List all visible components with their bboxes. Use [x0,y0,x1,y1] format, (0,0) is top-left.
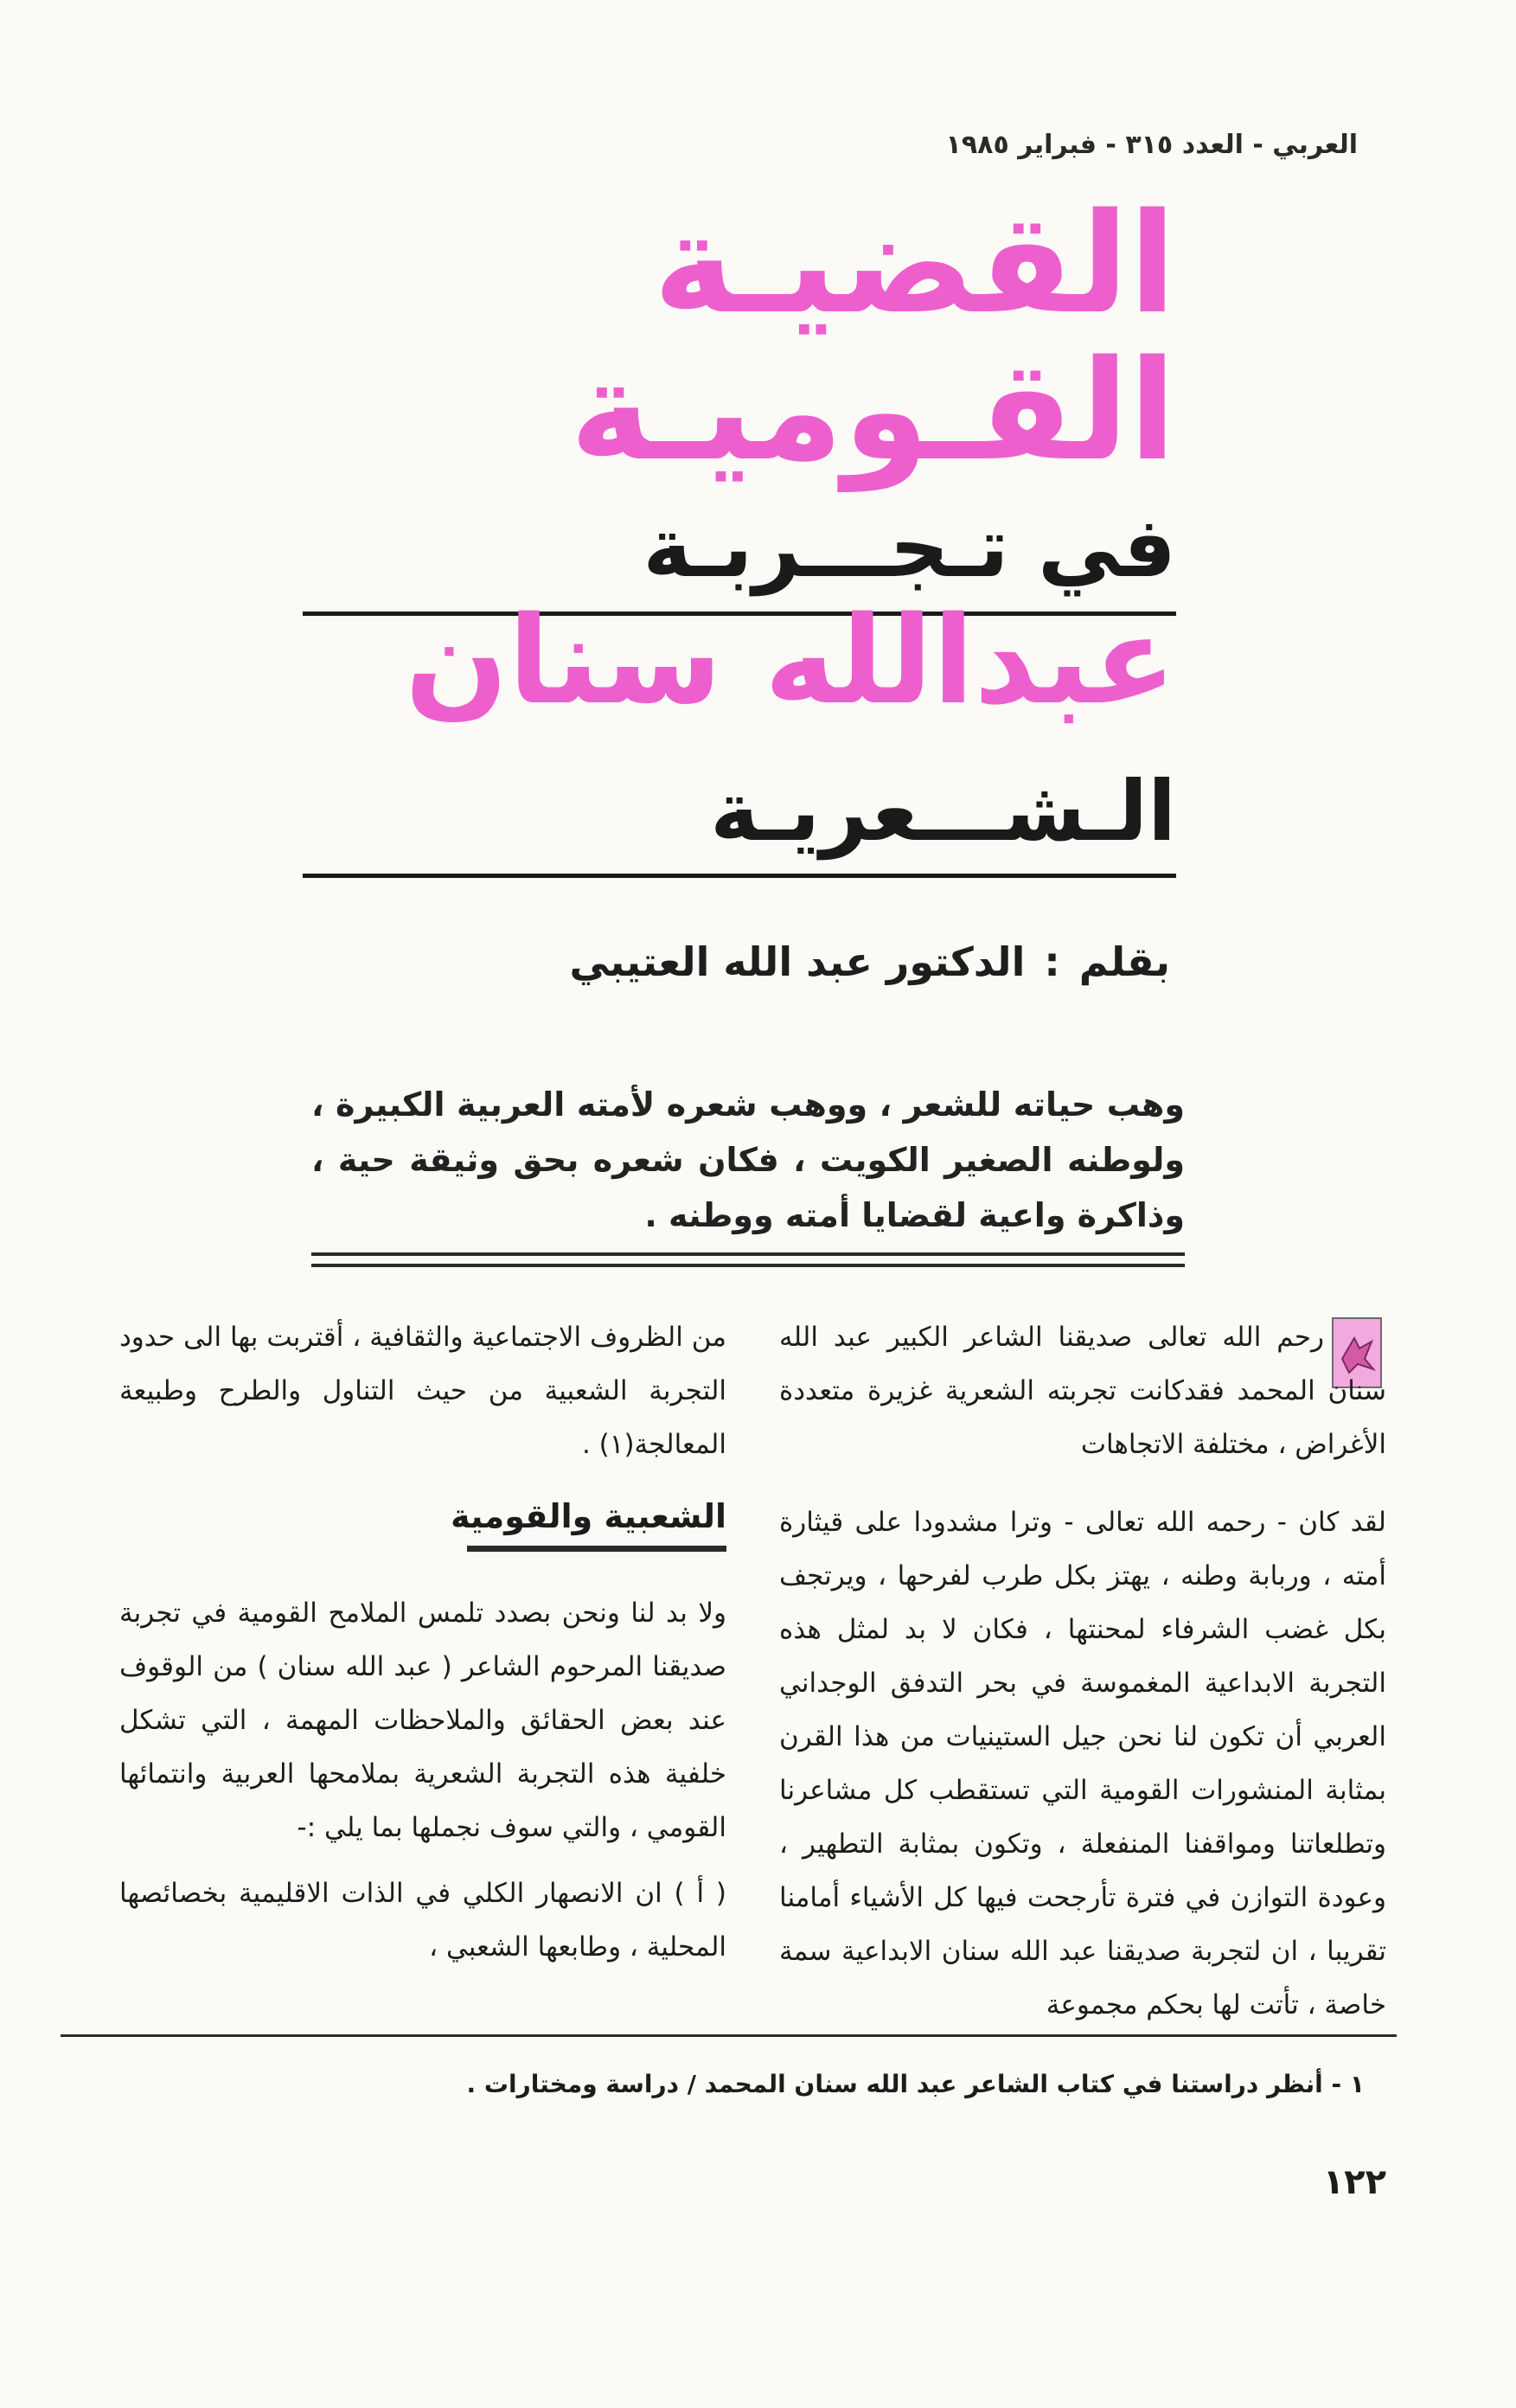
footnote: ١ - أنظر دراستنا في كتاب الشاعر عبد الله سنان المحمد / دراسة ومختارات . [466,2070,1365,2098]
footnote-divider [61,2034,1397,2037]
issue-header: العربي - العدد ٣١٥ - فبراير ١٩٨٥ [945,130,1358,160]
title-line-5-underline [303,874,1176,878]
title-line-1: القضيـة [653,183,1176,344]
paragraph-continuation: من الظروف الاجتماعية والثقافية ، أقتربت بها الى حدود التجربة الشعبية من حيث التناول والطرح وطبيعة المعالجة(١) . [119,1322,726,1460]
intro-paragraph: وهب حياته للشعر ، ووهب شعره لأمته العربية الكبيرة ، ولوطنه الصغير الكويت ، فكان شعره بحق وثيقة حية ، وذاكرة واعية لقضايا أمته ووطنه . [311,1086,1185,1234]
intro-divider-top [311,1252,1185,1256]
section-heading: الشعبية والقومية [451,1497,726,1535]
title-line-5: الـشـــعريـة [710,763,1176,860]
paragraph-opening: رحم الله تعالى صديقنا الشاعر الكبير عبد الله سنان المحمد فقدكانت تجربته الشعرية غزيرة متعددة الأغراض ، مختلفة الاتجاهات [779,1322,1386,1460]
paragraph-body: لقد كان - رحمه الله تعالى - وترا مشدودا على قيثارة أمته ، وربابة وطنه ، يهتز بكل طرب لفرحها ، ويرتجف بكل غضب الشرفاء لمحنتها ، فكان لا بد لمثل هذه التجربة الابداعية المغموسة في بحر التدفق الوجداني العربي أن تكون لنا نحن جيل الستينيات من هذا القرن بمثابة المنشورات القومية التي تستقطب كل مشاعرنا وتطلعاتنا ومواقفنا المنفعلة ، وتكون بمثابة التطهير ، وعودة التوازن في فترة تأرجحت فيها كل الأشياء أمامنا تقريبا ، ان لتجربة صديقنا عبد الله سنان الابداعية سمة خاصة ، تأتت لها بحكم مجموعة [779,1507,1386,2021]
paragraph-body: ولا بد لنا ونحن بصدد تلمس الملامح القومية في تجربة صديقنا المرحوم الشاعر ( عبد الله سنان ) من الوقوف عند بعض الحقائق والملاحظات المهمة ، التي تشكل خلفية هذه التجربة الشعرية بملامحها العربية وانتمائها القومي ، والتي سوف نجملها بما يلي :- [119,1598,726,1843]
title-line-4: عبدالله سنان [405,591,1176,732]
intro-divider-bottom [311,1264,1185,1267]
byline-author: الدكتور عبد الله العتيبي [569,938,1026,985]
byline [569,938,1170,985]
paragraph-list-item: ( أ ) ان الانصهار الكلي في الذات الاقليمية بخصائصها المحلية ، وطابعها الشعبي ، [119,1878,726,1963]
title-line-3: في تـجـــربـة [643,499,1176,596]
byline-prefix: بقلم [1078,938,1170,985]
column-left [119,1310,726,1986]
column-right [779,1310,1386,2044]
byline-separator: : [1044,938,1060,985]
page-number: ١٢٢ [1322,2162,1386,2202]
title-line-2: القـوميـة [569,330,1176,491]
section-heading-underline [467,1546,726,1552]
